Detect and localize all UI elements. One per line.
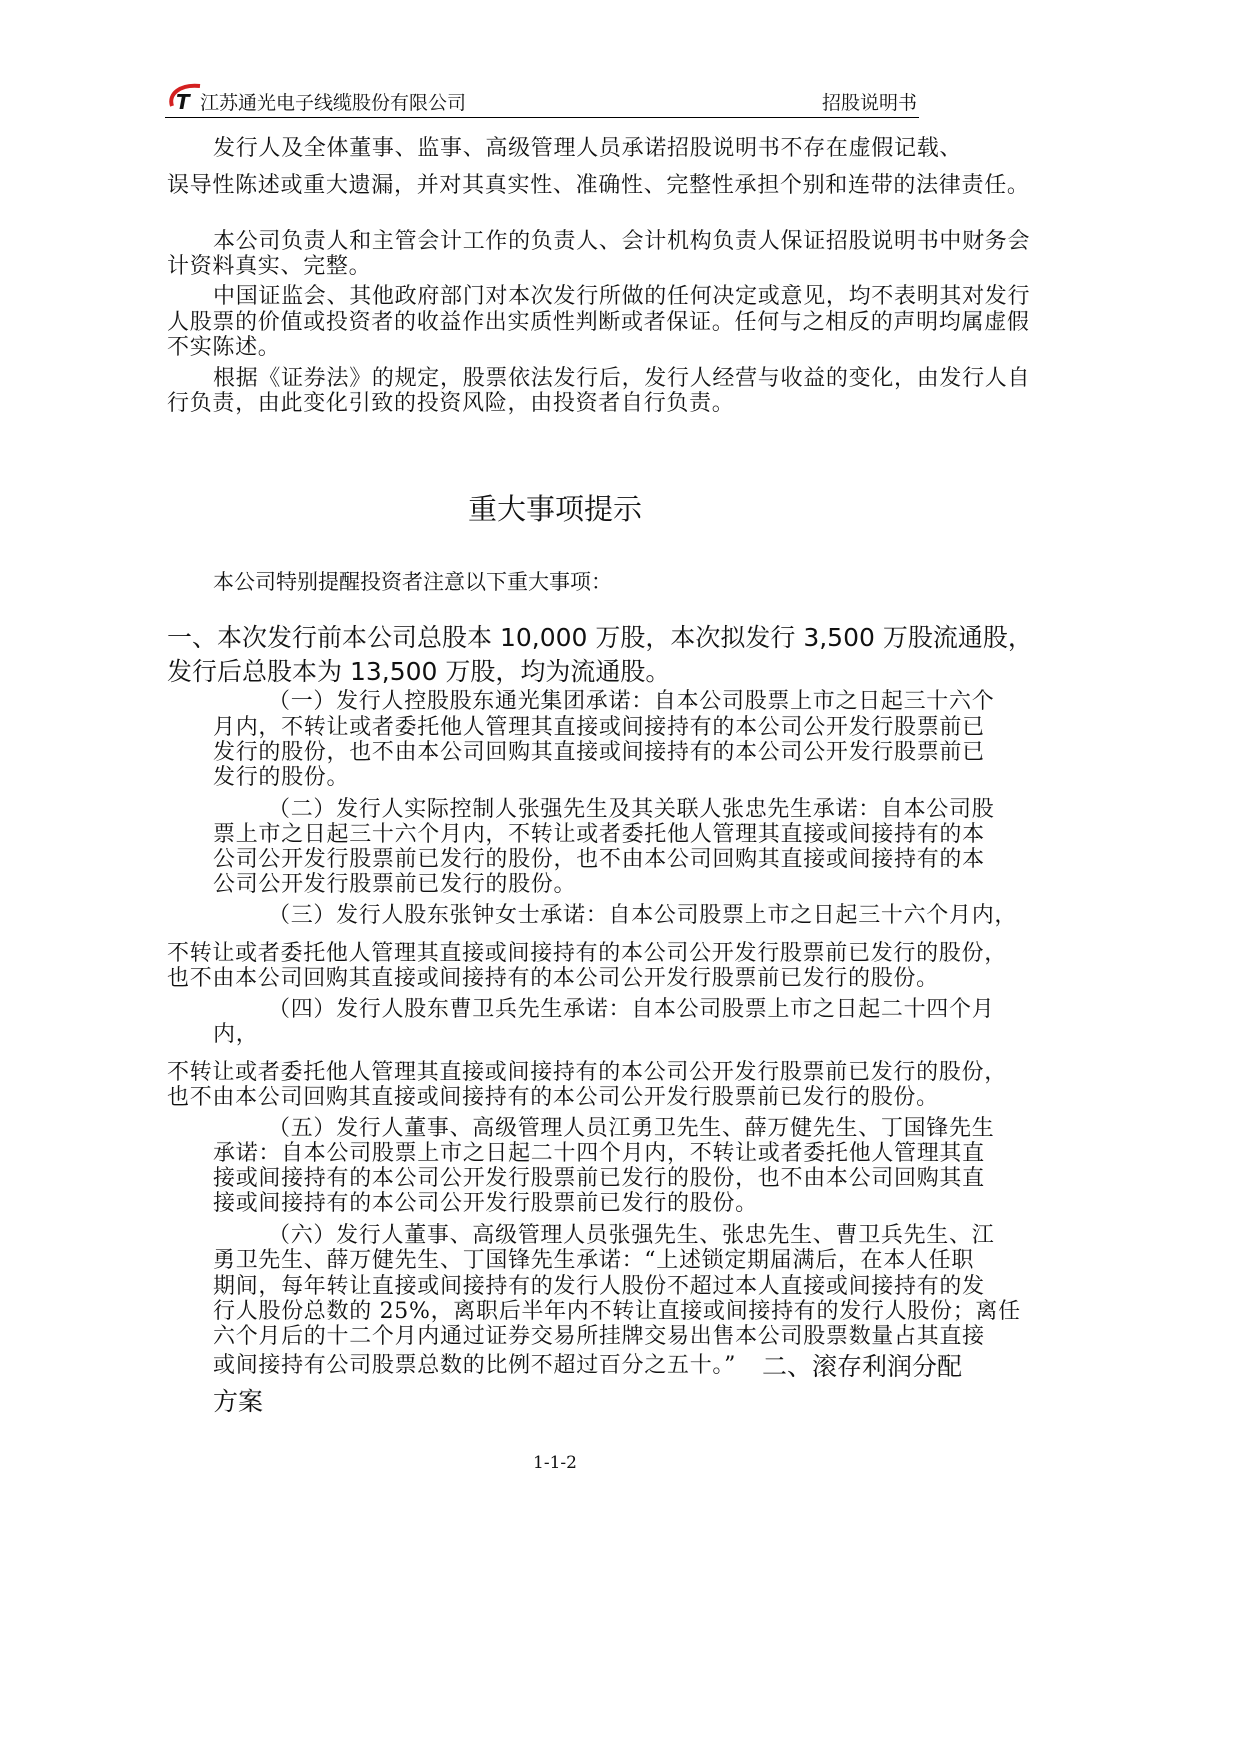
body-line: 也不由本公司回购其直接或间接持有的本公司公开发行股票前已发行的股份。 [167,1085,939,1110]
preface-line: 误导性陈述或重大遗漏，并对其真实性、准确性、完整性承担个别和连带的法律责任。 [167,173,1030,198]
body-line: 发行的股份。 [213,765,350,790]
preface-line: 行负责，由此变化引致的投资风险，由投资者自行负责。 [167,391,735,416]
svg-text:T: T [176,90,190,112]
body-line: （一）发行人控股股东通光集团承诺：自本公司股票上市之日起三十六个 [268,689,995,714]
body-line: 承诺：自本公司股票上市之日起二十四个月内，不转让或者委托他人管理其直 [213,1141,985,1166]
preface-line: 人股票的价值或投资者的收益作出实质性判断或者保证。任何与之相反的声明均属虚假 [167,310,1030,335]
body-line: （四）发行人股东曹卫兵先生承诺：自本公司股票上市之日起二十四个月 [268,997,995,1022]
body-line: 票上市之日起三十六个月内，不转让或者委托他人管理其直接或间接持有的本 [213,822,985,847]
section-heading: 一、本次发行前本公司总股本 10,000 万股，本次拟发行 3,500 万股流通股， [167,622,1033,652]
body-line: （五）发行人董事、高级管理人员江勇卫先生、薛万健先生、丁国锋先生 [268,1116,995,1141]
body-line: 不转让或者委托他人管理其直接或间接持有的本公司公开发行股票前已发行的股份， [167,1060,1007,1085]
body-line: 也不由本公司回购其直接或间接持有的本公司公开发行股票前已发行的股份。 [167,966,939,991]
header-rule [165,117,919,118]
body-line: （二）发行人实际控制人张强先生及其关联人张忠先生承诺：自本公司股 [268,797,995,822]
body-line: 或间接持有公司股票总数的比例不超过百分之五十。” [213,1353,737,1378]
body-line: 公司公开发行股票前已发行的股份，也不由本公司回购其直接或间接持有的本 [213,847,985,872]
body-line: 六个月后的十二个月内通过证券交易所挂牌交易出售本公司股票数量占其直接 [213,1324,985,1349]
reminder-text: 本公司特别提醒投资者注意以下重大事项： [213,569,612,594]
body-line: 内， [213,1022,259,1047]
body-line: （三）发行人股东张钟女士承诺：自本公司股票上市之日起三十六个月内， [268,903,1018,928]
preface-line: 计资料真实、完整。 [167,254,372,279]
page-number: 1-1-2 [533,1453,577,1473]
body-line: 公司公开发行股票前已发行的股份。 [213,872,577,897]
body-line: 接或间接持有的本公司公开发行股票前已发行的股份。 [213,1191,758,1216]
body-line: 接或间接持有的本公司公开发行股票前已发行的股份，也不由本公司回购其直 [213,1166,985,1191]
section-heading: 发行后总股本为 13,500 万股，均为流通股。 [167,656,671,686]
body-line: 行人股份总数的 25%，离职后半年内不转让直接或间接持有的发行人股份；离任 [213,1299,1021,1324]
body-line: 月内，不转让或者委托他人管理其直接或间接持有的本公司公开发行股票前已 [213,715,985,740]
section-heading: 方案 [213,1386,264,1416]
section-title: 重大事项提示 [467,491,642,526]
body-line: 不转让或者委托他人管理其直接或间接持有的本公司公开发行股票前已发行的股份， [167,941,1007,966]
section-heading: 二、滚存利润分配 [762,1351,963,1381]
header-company-name: 江苏通光电子线缆股份有限公司 [200,92,467,114]
body-line: 期间，每年转让直接或间接持有的发行人股份不超过本人直接或间接持有的发 [213,1274,985,1299]
preface-line: 发行人及全体董事、监事、高级管理人员承诺招股说明书不存在虚假记载、 [213,136,963,161]
body-line: 勇卫先生、薛万健先生、丁国锋先生承诺：“上述锁定期届满后，在本人任职 [213,1248,975,1273]
body-line: （六）发行人董事、高级管理人员张强先生、张忠先生、曹卫兵先生、江 [268,1223,995,1248]
preface-line: 本公司负责人和主管会计工作的负责人、会计机构负责人保证招股说明书中财务会 [213,229,1031,254]
preface-line: 根据《证券法》的规定，股票依法发行后，发行人经营与收益的变化，由发行人自 [213,366,1031,391]
body-line: 发行的股份，也不由本公司回购其直接或间接持有的本公司公开发行股票前已 [213,740,985,765]
preface-line: 中国证监会、其他政府部门对本次发行所做的任何决定或意见，均不表明其对发行 [213,284,1031,309]
preface-line: 不实陈述。 [167,335,281,360]
company-logo [166,82,202,112]
header-document-title: 招股说明书 [822,92,918,114]
